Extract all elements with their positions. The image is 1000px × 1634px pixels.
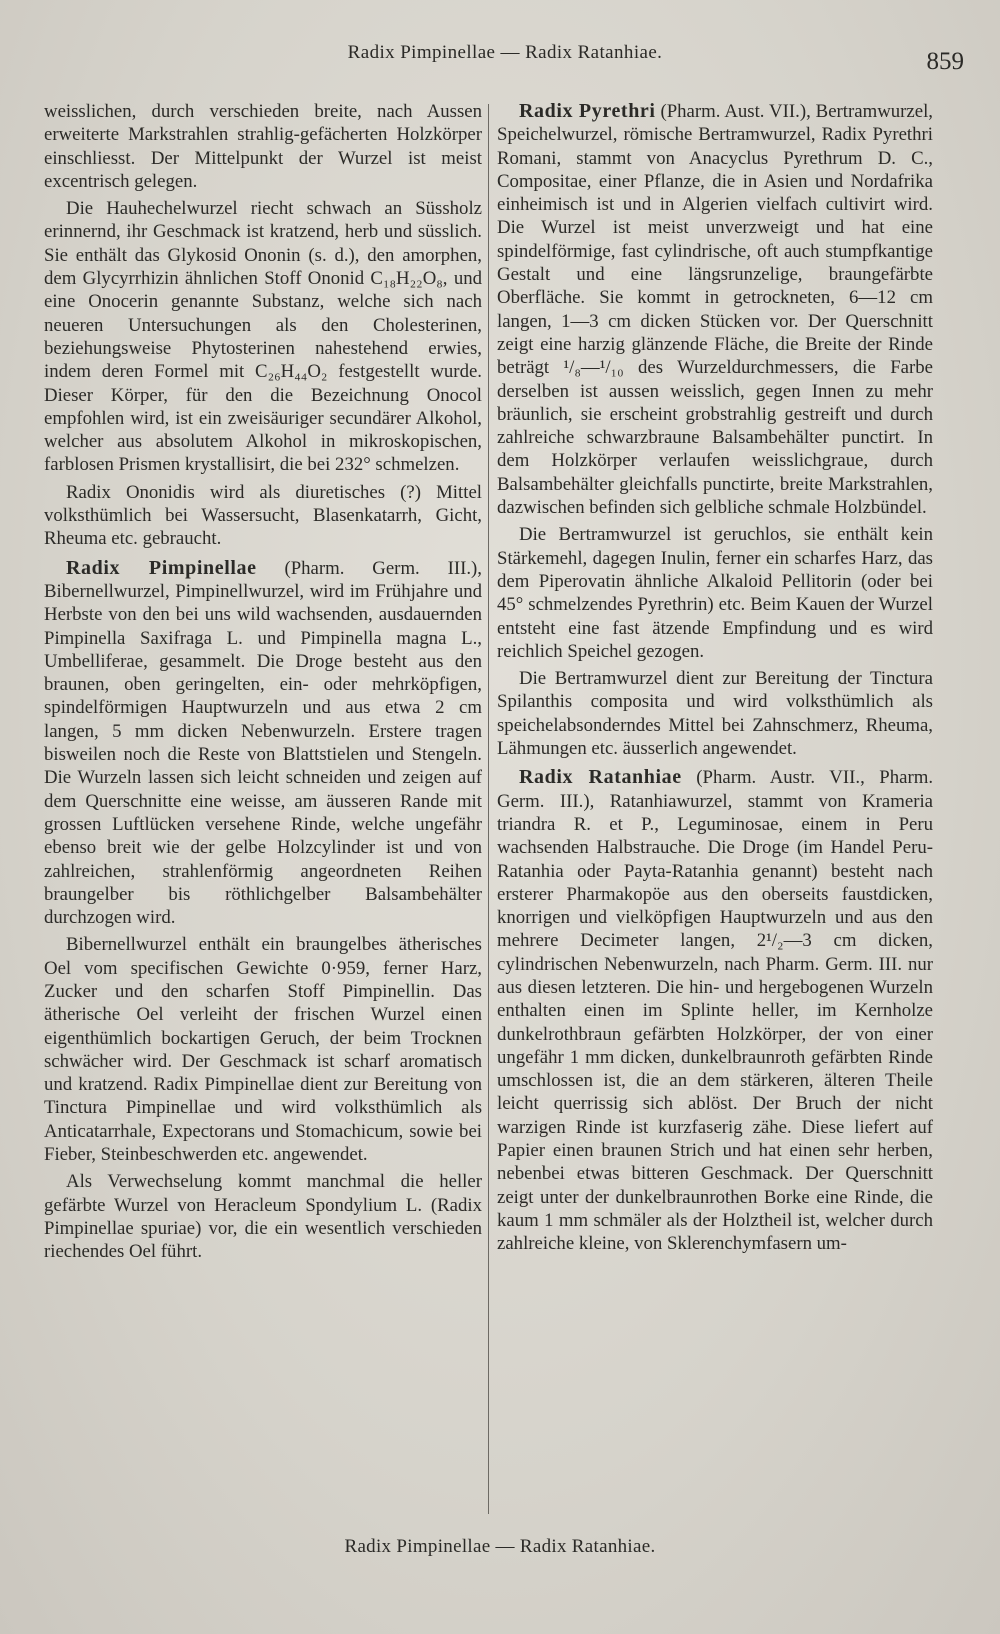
paragraph: weisslichen, durch verschieden breite, nach Aussen erweiterte Markstrahlen strahlig-gefächerten Holzkörper einschliesst. Der Mittelpunkt der Wurzel ist meist excentrisch gelegen.: [44, 101, 482, 192]
paragraph: Radix Ononidis wird als diuretisches (?) Mittel volksthümlich bei Wassersucht, Blasenkatarrh, Gicht, Rheuma etc. gebraucht.: [44, 481, 482, 550]
left-column: [44, 100, 482, 1268]
paragraph: Bibernellwurzel enthält ein braungelbes ätherisches Oel vom specifischen Gewichte 0·959, ferner Harz, Zucker und den scharfen Stoff Pimpinellin. Das ätherische Oel verleiht der frischen Wurzel einen eigenthümlich bockartigen Geruch, der beim Trocknen schwächer wird. Der Geschmack ist scharf aromatisch und kratzend. Radix Pimpinellae dient zur Bereitung von Tinctura Pimpinellae und wird volksthümlich als Anticatarrhale, Expectorans und Stomachicum, sowie bei Fieber, Steinbeschwerden etc. angewendet.: [44, 934, 482, 1166]
entry-text: (Pharm. Aust. VII.), Bertramwurzel, Speichelwurzel, römische Bertramwurzel, Radix Pyrethri Romani, stammt von Anacyclus Pyrethrum D. C., Compositae, einer Pflanze, die in Asien und Nordafrika einheimisch ist und in Algerien vielfach cultivirt wird. Die Wurzel ist meist unverzweigt und hat eine spindelförmige, fast cylindrische, oft auch stumpfkantige Gestalt und eine längsrunzelige, braungefärbte Oberfläche. Sie kommt in getrockneten, 6—12 cm langen, 1—3 cm dicken Stücken vor. Der Querschnitt zeigt eine harzig glänzende Fläche, die Breite der Rinde beträgt ¹/₈—¹/₁₀ des Wurzeldurchmessers, die Farbe derselben ist aussen weisslich, gegen Innen zu mehr bräunlich, sie erscheint grobstrahlig gestreift und durch zahlreiche schwarzbraune Balsambehälter punctirt. In dem Holzkörper verlaufen weisslichgraue, durch Balsambehälter gleichfalls punctirte, breite Markstrahlen, dazwischen befinden sich gelbliche schmale Holzbündel.: [497, 101, 933, 519]
entry-text: (Pharm. Austr. VII., Pharm. Germ. III.), Ratanhiawurzel, stammt von Krameria triandra R. et P., Leguminosae, einem in Peru wachsenden Halbstrauche. Die Droge (im Handel Peru-Ratanhia oder Payta-Ratanhia genannt) besteht nach ersterer Pharmakopöe aus den oberseits faustdicken, knorrigen und vielköpfigen Hauptwurzeln und aus den mehrere Decimeter langen, 2¹/₂—3 cm dicken, cylindrischen Nebenwurzeln, nach Pharm. Germ. III. nur aus diesen letzteren. Die hin- und hergebogenen Wurzeln enthalten einen im Splinte heller, im Kernholze dunkelrothbraun gefärbten Holzkörper, der von einer ungefähr 1 mm dicken, dunkelbraunroth gefärbten Rinde umschlossen ist, die an dem stärkeren, älteren Theile leicht querrissig sich ablöst. Der Bruch der nicht warzigen Rinde ist kurzfaserig zähe. Diese liefert auf Papier einen braunen Strich und hat einen sehr herben, nebenbei etwas bitteren Geschmack. Der Querschnitt zeigt unter der dunkelbraunrothen Borke eine Rinde, die kaum 1 mm schmäler als der Holztheil ist, welcher durch zahlreiche kleine, von Sklerenchymfasern um-: [497, 767, 934, 1255]
page-header: [46, 42, 964, 82]
entry-radix-ratanhiae: [497, 766, 933, 1255]
paragraph: Die Bertramwurzel ist geruchlos, sie enthält kein Stärkemehl, dagegen Inulin, ferner ein scharfes Harz, das dem Piperovatin ähnliche Alkaloid Pellitorin (oder bei 45° schmelzendes Pyrethrin) etc. Beim Kauen der Wurzel entsteht eine fast ätzende Empfindung und es wird reichlich Speichel gezogen.: [497, 524, 933, 662]
entry-radix-pimpinellae: [44, 557, 482, 930]
headword: Radix Pimpinellae: [66, 556, 257, 579]
page-footer: Radix Pimpinellae — Radix Ratanhiae.: [344, 1536, 656, 1557]
paragraph: Als Verwechselung kommt manchmal die heller gefärbte Wurzel von Heracleum Spondylium L. (Radix Pimpinellae spuriae) vor, die ein wesentlich verschieden riechendes Oel führt.: [44, 1171, 482, 1263]
paragraph: Die Bertramwurzel dient zur Bereitung der Tinctura Spilanthis composita und wird volksthümlich als speichelabsonderndes Mittel bei Zahnschmerz, Rheuma, Lähmungen etc. äusserlich angewendet.: [497, 668, 933, 760]
headword: Radix Ratanhiae: [519, 766, 682, 789]
entry-text: (Pharm. Germ. III.), Bibernellwurzel, Pimpinellwurzel, wird im Frühjahre und Herbste von den bei uns wild wachsenden, ausdauernden Pimpinella Saxifraga L. und Pimpinella magna L., Umbelliferae, gesammelt. Die Droge besteht aus den braunen, oben geringelten, ein- oder mehrköpfigen, spindelförmigen Hauptwurzeln und aus etwa 2 cm langen, 5 mm dicken Nebenwurzeln. Erstere tragen bisweilen noch die Reste von Blattstielen und Stengeln. Die Wurzeln lassen sich leicht schneiden und zeigen auf dem Querschnitte eine weisse, am äusseren Rande mit grossen Luftlücken versehene Rinde, welche ungefähr ebenso breit wie der gelbe Holzcylinder ist und von zahlreichen, strahlenförmig angeordneten Reihen braungelber bis röthlichgelber Balsambehälter durchzogen wird.: [44, 557, 482, 929]
running-title: Radix Pimpinellae — Radix Ratanhiae.: [347, 42, 663, 63]
entry-radix-pyrethri: [497, 100, 933, 519]
paragraph: Die Hauhechelwurzel riecht schwach an Süssholz erinnernd, ihr Geschmack ist kratzend, herb und süsslich. Sie enthält das Glykosid Ononin (s. d.), den amorphen, dem Glycyrrhizin ähnlichen Stoff Ononid C₁₈H₂₂O₈, und eine Onocerin genannte Substanz, welche sich nach neueren Untersuchungen als den Cholesterinen, beziehungsweise Phytosterinen nahestehend erwies, indem deren Formel mit C₂₆H₄₄O₂ festgestellt wurde. Dieser Körper, für den die Bezeichnung Onocol empfohlen wird, ist ein zweisäuriger secundärer Alkohol, welcher aus absolutem Alkohol in mikroskopischen, farblosen Prismen krystallisirt, die bei 232° schmelzen.: [44, 198, 482, 476]
right-column: [497, 100, 933, 1260]
headword: Radix Pyrethri: [519, 100, 656, 122]
column-divider: [488, 104, 489, 1514]
page-number: 859: [926, 48, 964, 75]
